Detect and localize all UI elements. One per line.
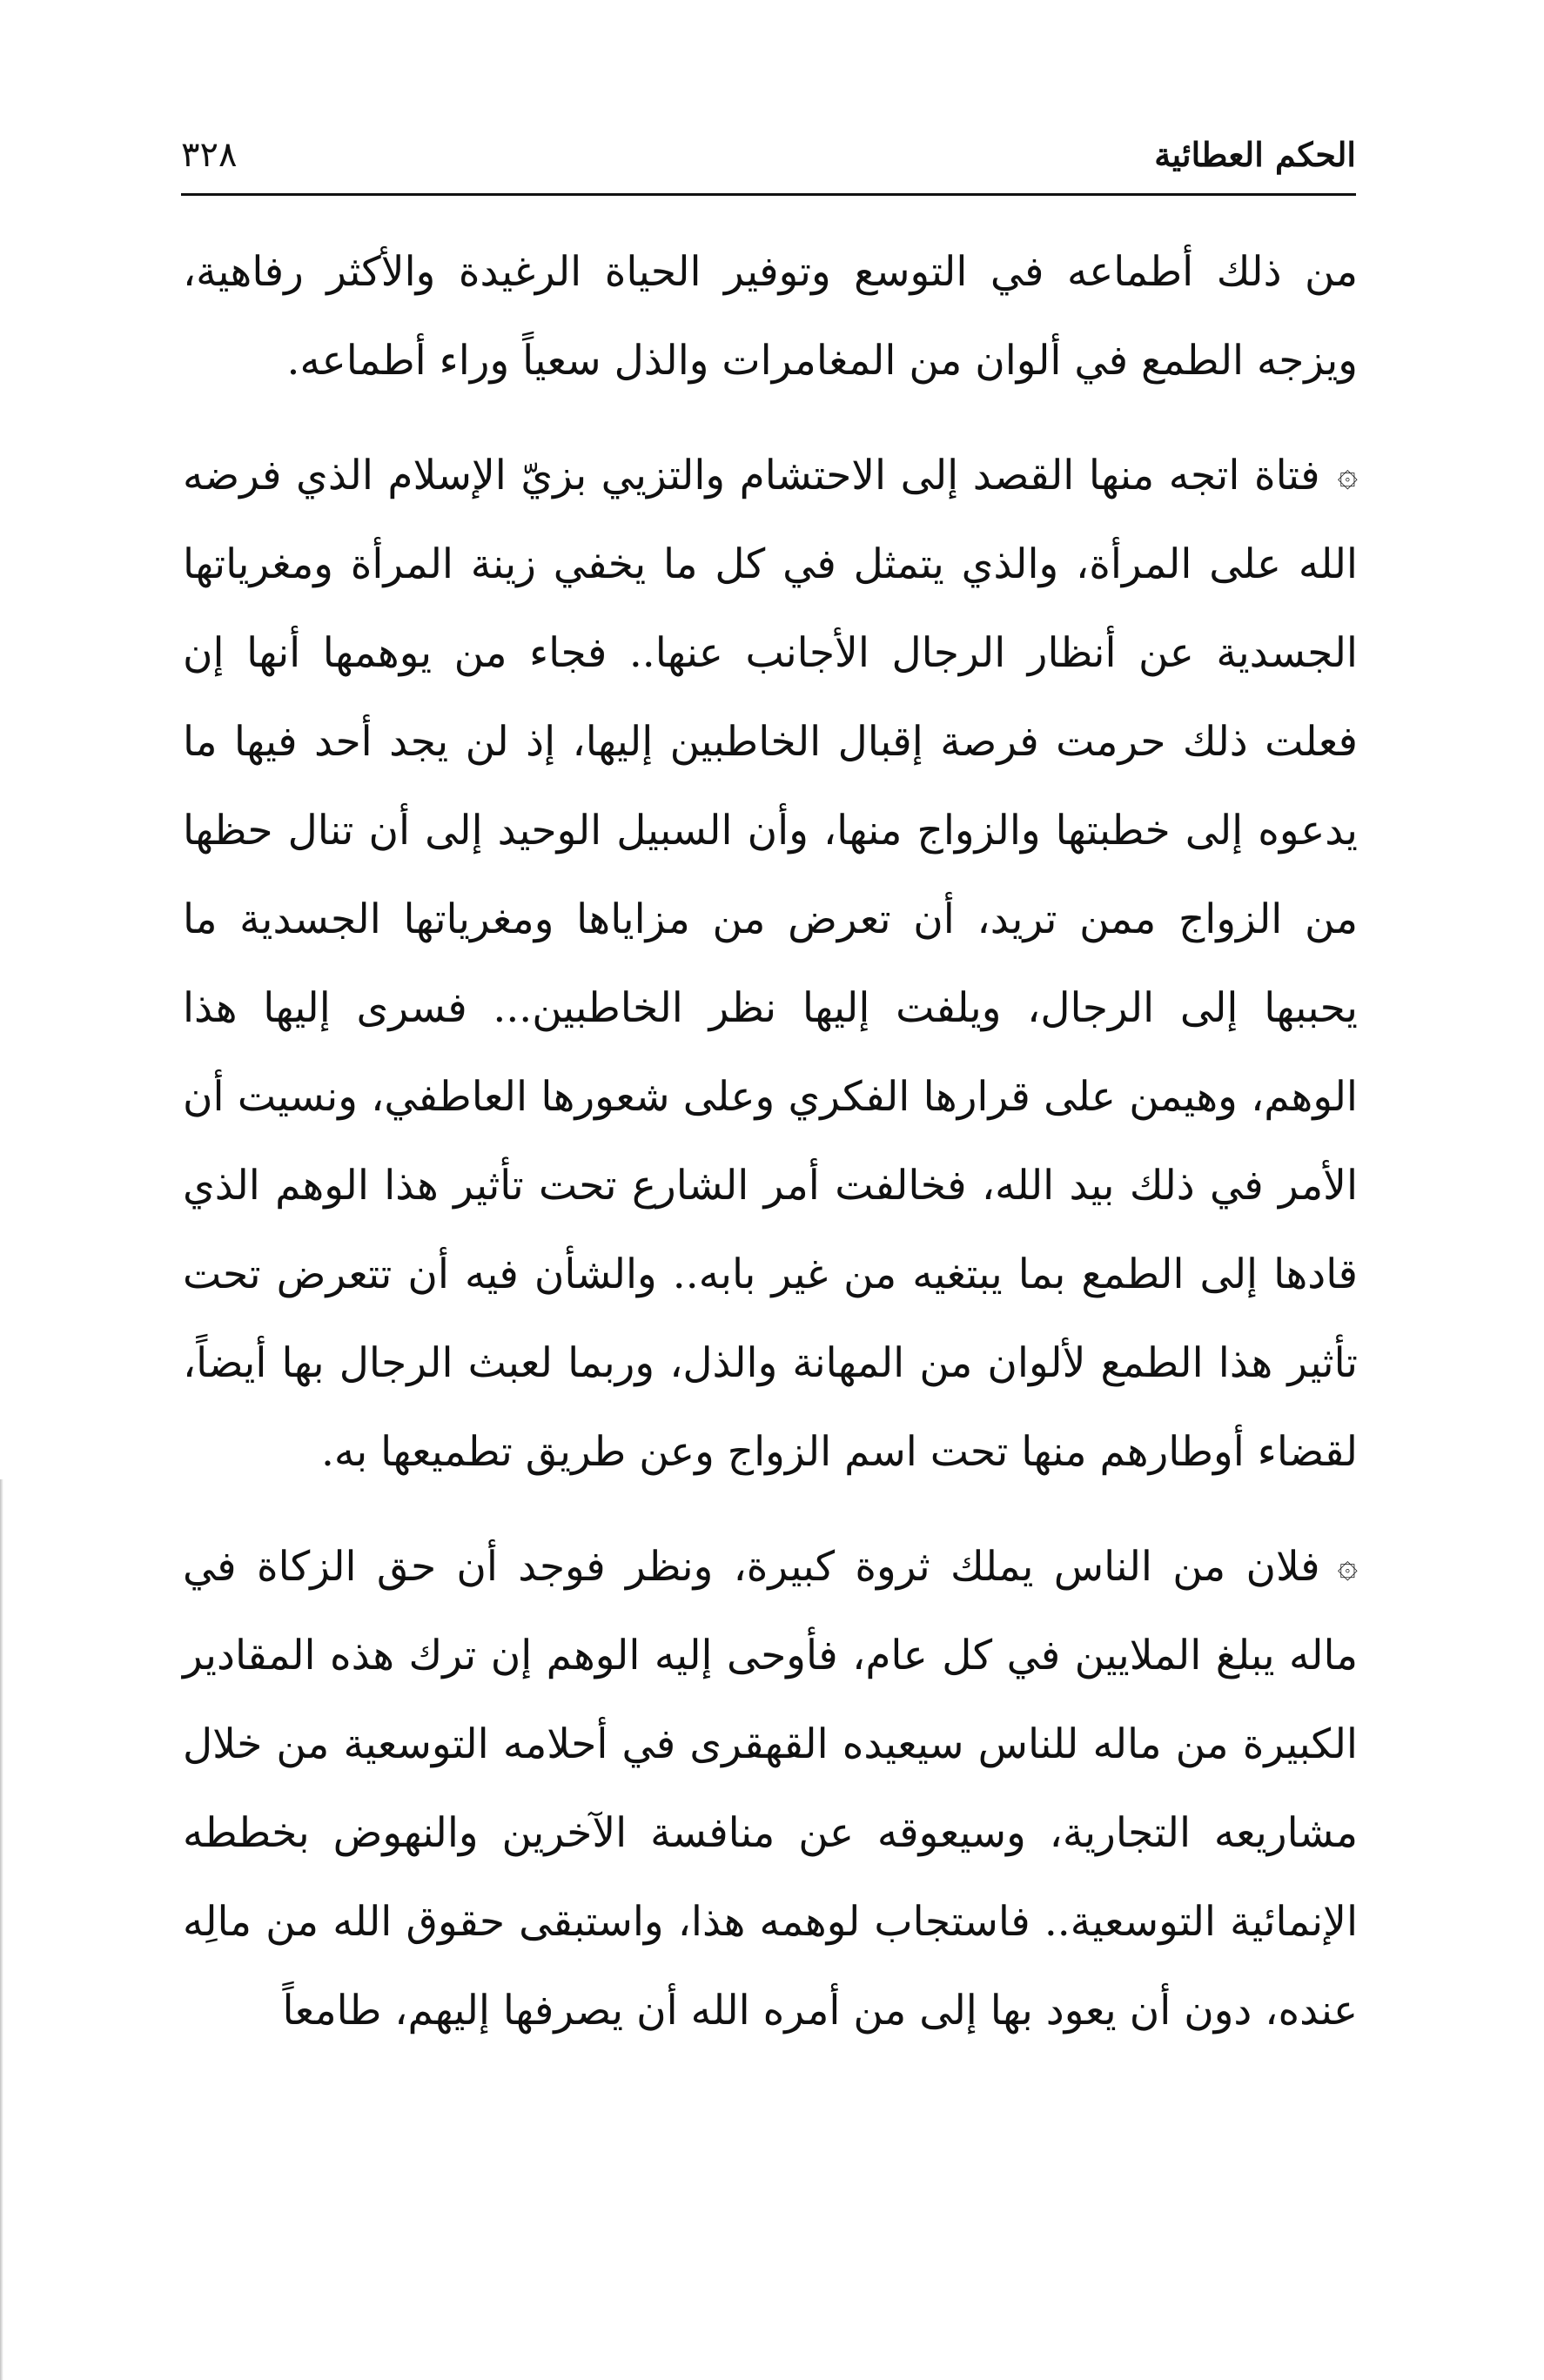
paragraph-1 xyxy=(183,228,1358,406)
body-text xyxy=(183,228,1358,2055)
page-number: ٣٢٨ xyxy=(181,135,238,175)
header-divider xyxy=(181,193,1356,196)
running-header-title: الحكم العطائية xyxy=(1154,135,1356,174)
paragraph-2-text: فتاة اتجه منها القصد إلى الاحتشام والتزيي بزيّ الإسلام الذي فرضه الله على المرأة، والذي يتمثل في كل ما يخفي زينة المرأة ومغرياتها الجسدية عن أنظار الرجال الأجانب عنها.. فجاء من يوهمها أنها إن فعلت ذلك حرمت فرصة إقبال الخاطبين إليها، إذ لن يجد أحد فيها ما يدعوه إلى خطبتها والزواج منها، وأن السبيل الوحيد إلى أن تنال حظها من الزواج ممن تريد، أن تعرض من مزاياها ومغرياتها الجسدية ما يحببها إلى الرجال، ويلفت إليها نظر الخاطبين... فسرى إليها هذا الوهم، وهيمن على قرارها الفكري وعلى شعورها العاطفي، ونسيت أن الأمر في ذلك بيد الله، فخالفت أمر الشارع تحت تأثير هذا الوهم الذي قادها إلى الطمع بما يبتغيه من غير بابه.. والشأن فيه أن تتعرض تحت تأثير هذا الطمع لألوان من المهانة والذل، وربما لعبث الرجال بها أيضاً، لقضاء أوطارهم منها تحت اسم الزواج وعن طريق تطميعها به. xyxy=(183,452,1359,1476)
paragraph-2 xyxy=(183,430,1358,1497)
running-header xyxy=(181,129,1356,181)
paragraph-1-text: من ذلك أطماعه في التوسع وتوفير الحياة الرغيدة والأكثر رفاهية، ويزجه الطمع في ألوان من المغامرات والذل سعياً وراء أطماعه. xyxy=(183,248,1358,385)
paragraph-3 xyxy=(183,1521,1358,2055)
paragraph-3-text: فلان من الناس يملك ثروة كبيرة، ونظر فوجد أن حق الزكاة في ماله يبلغ الملايين في كل عام، فأوحى إليه الوهم إن ترك هذه المقادير الكبيرة من ماله للناس سيعيده القهقرى في أحلامه التوسعية من خلال مشاريعه التجارية، وسيعوقه عن منافسة الآخرين والنهوض بخططه الإنمائية التوسعية.. فاستجاب لوهمه هذا، واستبقى حقوق الله من مالِه عنده، دون أن يعود بها إلى من أمره الله أن يصرفها إليهم، طامعاً xyxy=(183,1543,1358,2035)
ornament-bullet-icon: ۞ xyxy=(1337,454,1358,494)
ornament-bullet-icon: ۞ xyxy=(1337,1545,1358,1586)
scan-shadow-edge xyxy=(0,1479,3,2380)
